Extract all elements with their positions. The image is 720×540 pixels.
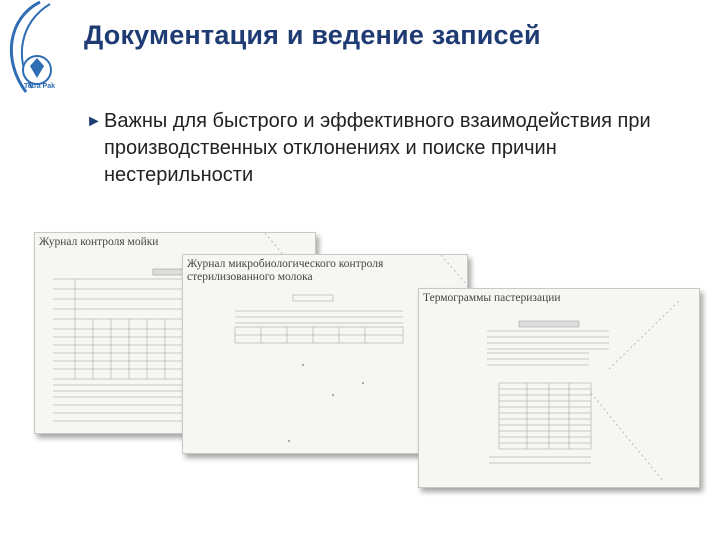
document-thermograms <box>418 288 700 488</box>
slide-title: Документация и ведение записей <box>84 20 541 50</box>
svg-text:Tetra Pak: Tetra Pak <box>24 83 55 90</box>
micro-log-label: Журнал микробиологического контроля стерилизованного молока <box>187 258 384 283</box>
wash-log-label: Журнал контроля мойки <box>39 236 159 248</box>
bullet-text: Важны для быстрого и эффективного взаимодействия при производственных отклонениях и поиске причин нестерильности <box>104 110 651 186</box>
thermograms-form-graphic <box>419 289 699 487</box>
tetra-pak-logo <box>0 0 78 100</box>
bullet-item <box>86 108 686 189</box>
triangle-bullet-icon: ► <box>86 113 102 130</box>
thermograms-label: Термограммы пастеризации <box>423 292 561 304</box>
